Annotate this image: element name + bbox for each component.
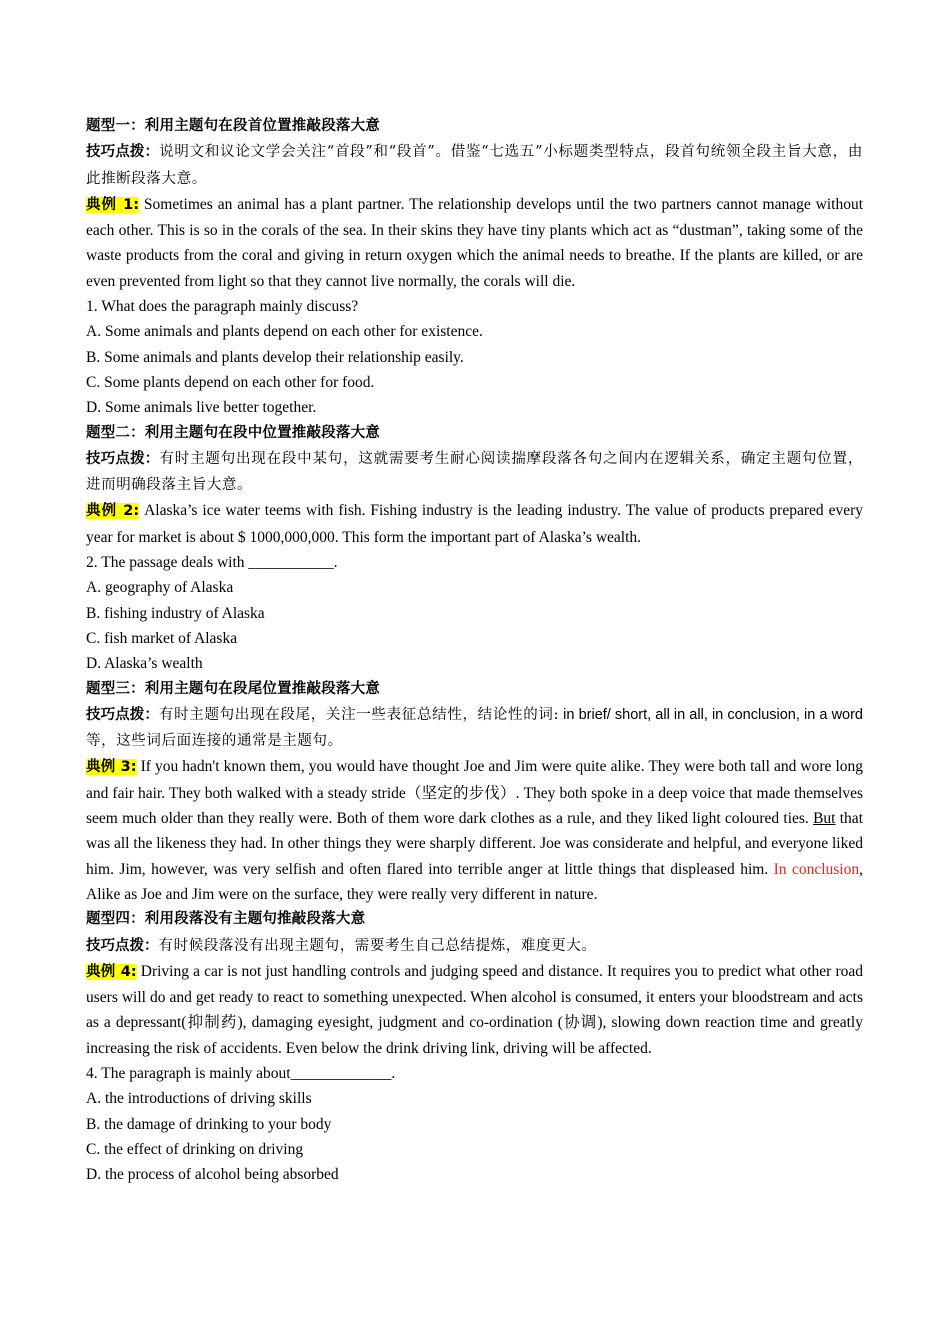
type4-passage: Driving a car is not just handling controls and judging speed and distance. It requires you to predict what other road users will do and get ready to react to something unexpected. When alcohol is consumed, it enters your bloodstream and acts as a depressant(抑制药), damaging eyesight, judgment and co-ordination (协调), slowing down reaction time and greatly increasing the risk of accidents. Even below the drink driving link, driving will be affected. bbox=[86, 962, 863, 1057]
type2-tip bbox=[86, 446, 863, 499]
type4-tip bbox=[86, 933, 863, 959]
type3-example-label: 典例 3: bbox=[86, 759, 137, 776]
type3-passage-part2: that was all the likeness they had. In other things they were sharply different. Joe was considerate and helpful, and everyone liked him. Jim, however, was very selfish and often flared into terrible anger at little things that displeased him. bbox=[86, 810, 863, 878]
type3-passage-part3: , Alike as Joe and Jim were on the surface, they were really very different in nature. bbox=[86, 860, 863, 903]
type3-heading: 题型三：利用主题句在段尾位置推敲段落大意 bbox=[86, 680, 380, 697]
type3-tip-label: 技巧点拨： bbox=[86, 706, 159, 723]
type1-heading: 题型一：利用主题句在段首位置推敲段落大意 bbox=[86, 118, 380, 134]
type1-option-b: B. Some animals and plants develop their relationship easily. bbox=[86, 348, 464, 366]
type3-tip-text-before: 有时主题句出现在段尾，关注一些表征总结性，结论性的词: bbox=[158, 706, 560, 723]
type2-example bbox=[86, 498, 863, 550]
type1-tip-text: 说明文和议论文学会关注“首段”和“段首”。借鉴“七选五”小标题类型特点，段首句统领全段主旨大意，由此推断段落大意。 bbox=[86, 144, 863, 187]
type2-option-a: A. geography of Alaska bbox=[86, 579, 234, 597]
type4-option-b: B. the damage of drinking to your body bbox=[86, 1115, 332, 1133]
type1-passage: Sometimes an animal has a plant partner. The relationship develops until the two partners cannot manage without each other. This is so in the corals of the sea. In their skins they have tiny plants which act as “dustman”, taking some of the waste products from the coral and giving in return oxygen which the animal needs to breathe. If the plants are killed, or are even prevented from light so that they cannot live normally, the corals will die. bbox=[86, 195, 864, 290]
type3-tip bbox=[86, 702, 863, 755]
type2-heading: 题型二：利用主题句在段中位置推敲段落大意 bbox=[86, 424, 380, 441]
type1-option-d: D. Some animals live better together. bbox=[86, 399, 317, 417]
type2-example-label: 典例 2: bbox=[86, 503, 140, 520]
type4-option-c: C. the effect of drinking on driving bbox=[86, 1140, 304, 1158]
type1-option-c: C. Some plants depend on each other for food. bbox=[86, 373, 375, 391]
type4-tip-text: 有时候段落没有出现主题句，需要考生自己总结提炼，难度更大。 bbox=[158, 937, 597, 954]
type2-option-b: B. fishing industry of Alaska bbox=[86, 604, 265, 622]
type1-example-label: 典例 1: bbox=[86, 196, 140, 213]
type4-example-label: 典例 4: bbox=[86, 963, 137, 980]
type4-heading: 题型四：利用段落没有主题句推敲段落大意 bbox=[86, 911, 366, 928]
type3-passage-but: But bbox=[813, 810, 836, 828]
type1-tip-label: 技巧点拨： bbox=[86, 144, 160, 161]
type2-option-c: C. fish market of Alaska bbox=[86, 629, 238, 647]
document-page bbox=[86, 114, 863, 1187]
type2-tip-text: 有时主题句出现在段中某句，这就需要考生耐心阅读揣摩段落各句之间内在逻辑关系，确定主题句位置，进而明确段落主旨大意。 bbox=[86, 450, 863, 494]
type3-example bbox=[86, 754, 863, 907]
type1-option-a: A. Some animals and plants depend on each other for existence. bbox=[86, 323, 483, 341]
type4-question: 4. The paragraph is mainly about_____________. bbox=[86, 1064, 396, 1082]
type4-option-d: D. the process of alcohol being absorbed bbox=[86, 1166, 339, 1184]
type2-question: 2. The passage deals with ___________. bbox=[86, 554, 338, 572]
type1-question: 1. What does the paragraph mainly discuss? bbox=[86, 298, 359, 316]
type1-example bbox=[86, 192, 863, 294]
type4-example bbox=[86, 959, 863, 1061]
type4-tip-label: 技巧点拨： bbox=[86, 937, 159, 954]
type3-passage-conclusion: In conclusion bbox=[773, 860, 860, 878]
type3-tip-keywords: in brief/ short, all in all, in conclusion, in a word bbox=[559, 706, 863, 723]
type3-passage-part1: If you hadn't known them, you would have thought Joe and Jim were quite alike. They were both tall and wore long and fair hair. They both walked with a steady stride（坚定的步伐）. They both spoke in a deep voice that made themselves seem much older than they really were. Both of them wore dark clothes as a rule, and they liked light coloured ties. bbox=[86, 758, 863, 828]
type2-tip-label: 技巧点拨： bbox=[86, 450, 160, 467]
type2-passage: Alaska’s ice water teems with fish. Fishing industry is the leading industry. The value of products prepared every year for market is about $ 1000,000,000. This form the important part of Alaska’s wealth. bbox=[86, 502, 863, 546]
type4-option-a: A. the introductions of driving skills bbox=[86, 1090, 312, 1108]
type3-tip-text-after: 等，这些词后面连接的通常是主题句。 bbox=[86, 733, 343, 750]
type2-option-d: D. Alaska’s wealth bbox=[86, 655, 203, 673]
type1-tip bbox=[86, 139, 863, 192]
